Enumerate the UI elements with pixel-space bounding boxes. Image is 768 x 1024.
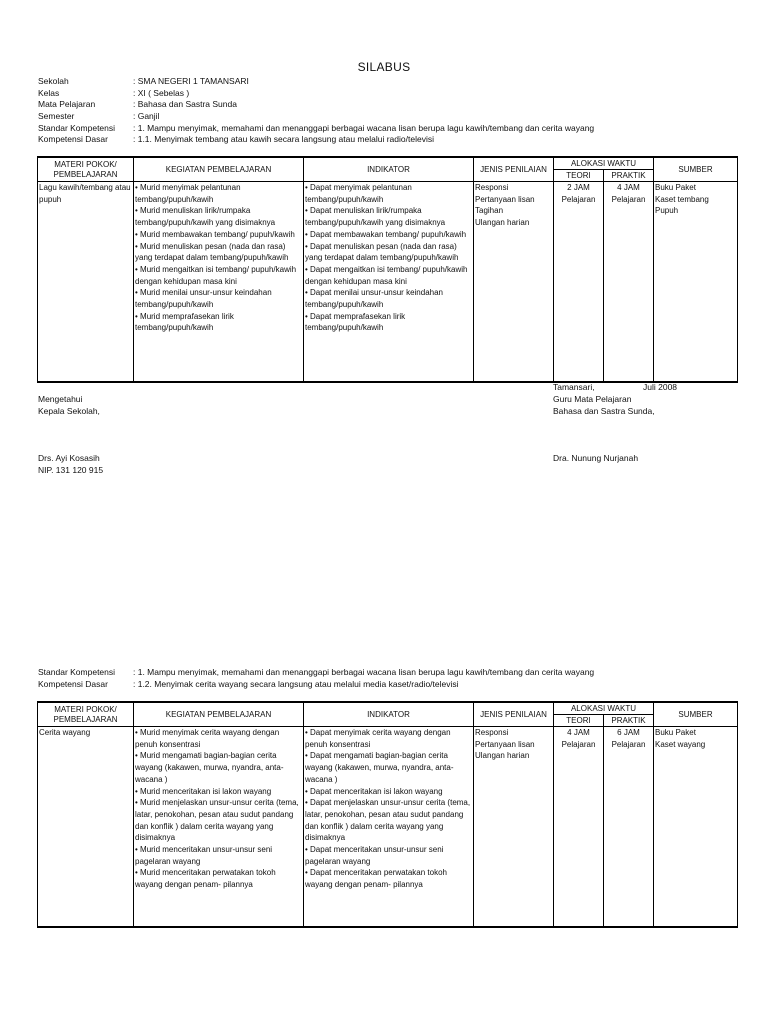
list-item: • Murid menceritakan perwatakan tokoh wayang dengan penam- pilannya bbox=[135, 868, 276, 890]
list-item: • Murid menuliskan pesan (nada dan rasa) yang terdapat dalam tembang/pupuh/kawih bbox=[135, 241, 289, 263]
list-item: • Murid mengaitkan isi tembang/ pupuh/kawih dengan kehidupan masa kini bbox=[135, 264, 297, 286]
header-praktik: PRAKTIK bbox=[604, 715, 654, 727]
list-item: • Murid menyimak cerita wayang dengan penuh konsentrasi bbox=[135, 728, 280, 749]
sig-right-place: Tamansari, bbox=[553, 382, 595, 392]
info-label: Sekolah bbox=[38, 76, 69, 86]
list-item: • Murid menyimak pelantunan tembang/pupuh/kawih bbox=[135, 183, 241, 204]
info-value: : 1.2. Menyimak cerita wayang secara langsung atau melalui media kaset/radio/televisi bbox=[133, 679, 459, 689]
header-praktik: PRAKTIK bbox=[604, 170, 654, 182]
header-jenis: JENIS PENILAIAN bbox=[474, 702, 554, 727]
info-label: Standar Kompetensi bbox=[38, 667, 116, 677]
list-item: • Dapat mengamati bagian-bagian cerita wayang (kakawen, murwa, nyandra, anta-wacana ) bbox=[305, 751, 454, 784]
info-label: Kompetensi Dasar bbox=[38, 134, 108, 144]
info-label: Standar Kompetensi bbox=[38, 123, 116, 133]
list-item: Kaset wayang bbox=[655, 739, 706, 749]
list-item: 4 JAM bbox=[617, 183, 640, 192]
list-item: • Dapat menuliskan lirik/rumpaka tembang/pupuh/kawih yang disimaknya bbox=[305, 206, 446, 228]
list-item: • Murid menuliskan lirik/rumpaka tembang/pupuh/kawih yang disimaknya bbox=[135, 206, 276, 228]
cell-indikator bbox=[304, 727, 474, 927]
info-value: : 1. Mampu menyimak, memahami dan menanggapi berbagai wacana lisan berupa lagu kawih/tembang dan cerita wayang bbox=[133, 123, 595, 133]
header-alokasi: ALOKASI WAKTU bbox=[554, 157, 654, 170]
list-item: Tagihan bbox=[475, 206, 504, 216]
list-item: • Dapat menceritakan isi lakon wayang bbox=[305, 786, 443, 796]
list-item: 2 JAM bbox=[567, 183, 590, 192]
list-item: • Murid memprafasekan lirik tembang/pupuh/kawih bbox=[135, 311, 234, 333]
cell-teori bbox=[554, 727, 604, 927]
info-value: : 1. Mampu menyimak, memahami dan menanggapi berbagai wacana lisan berupa lagu kawih/tembang dan cerita wayang bbox=[133, 667, 595, 677]
list-item: • Murid menjelaskan unsur-unsur cerita (tema, latar, penokohan, pesan atau sudut pandang dan konflik ) dalam cerita wayang yang disimaknya bbox=[135, 798, 299, 843]
sig-left-line2: Kepala Sekolah, bbox=[38, 406, 100, 416]
info-label: Kompetensi Dasar bbox=[38, 679, 108, 689]
list-item: Pelajaran bbox=[611, 194, 646, 204]
list-item: Pelajaran bbox=[561, 194, 596, 204]
list-item: • Dapat menceritakan unsur-unsur seni pagelaran wayang bbox=[305, 845, 444, 866]
list-item: • Dapat menceritakan perwatakan tokoh wayang dengan penam- pilannya bbox=[305, 868, 447, 890]
header-kegiatan: KEGIATAN PEMBELAJARAN bbox=[134, 157, 304, 182]
info-value: : XI ( Sebelas ) bbox=[133, 88, 190, 98]
header-indikator: INDIKATOR bbox=[304, 702, 474, 727]
list-item: Pertanyaan lisan bbox=[475, 739, 535, 749]
cell-kegiatan bbox=[134, 182, 304, 382]
list-item: • Murid menceritakan isi lakon wayang bbox=[135, 786, 272, 796]
header-materi: MATERI POKOK/ PEMBELAJARAN bbox=[38, 157, 134, 182]
syllabus-table-1 bbox=[37, 156, 738, 383]
info-label: Semester bbox=[38, 111, 75, 121]
list-item: Responsi bbox=[475, 183, 509, 192]
list-item: Buku Paket bbox=[655, 728, 696, 737]
header-sumber: SUMBER bbox=[654, 157, 738, 182]
info-label: Kelas bbox=[38, 88, 60, 98]
cell-sumber bbox=[654, 182, 738, 382]
sig-right-name: Dra. Nunung Nurjanah bbox=[553, 453, 639, 463]
cell-teori bbox=[554, 182, 604, 382]
list-item: Ulangan harian bbox=[475, 218, 530, 228]
cell-materi: Cerita wayang bbox=[38, 727, 134, 927]
list-item: • Murid membawakan tembang/ pupuh/kawih bbox=[135, 229, 295, 239]
list-item: 6 JAM bbox=[617, 728, 640, 737]
list-item: Pelajaran bbox=[561, 739, 596, 749]
list-item: Pupuh bbox=[655, 206, 679, 216]
list-item: • Dapat menuliskan pesan (nada dan rasa) yang terdapat dalam tembang/pupuh/kawih bbox=[305, 241, 459, 263]
info-label: Mata Pelajaran bbox=[38, 99, 96, 109]
list-item: • Dapat menjelaskan unsur-unsur cerita (tema, latar, penokohan, pesan atau sudut pandang dan konflik ) dalam cerita wayang yang disimaknya bbox=[305, 798, 471, 843]
list-item: • Dapat mengaitkan isi tembang/ pupuh/kawih dengan kehidupan masa kini bbox=[305, 264, 468, 286]
info-value: : Bahasa dan Sastra Sunda bbox=[133, 99, 237, 109]
cell-jenis bbox=[474, 182, 554, 382]
list-item: • Dapat menilai unsur-unsur keindahan tembang/pupuh/kawih bbox=[305, 288, 443, 310]
sig-right-line2: Guru Mata Pelajaran bbox=[553, 394, 632, 404]
header-sumber: SUMBER bbox=[654, 702, 738, 727]
list-item: Ulangan harian bbox=[475, 751, 530, 761]
cell-sumber bbox=[654, 727, 738, 927]
cell-indikator bbox=[304, 182, 474, 382]
header-alokasi: ALOKASI WAKTU bbox=[554, 702, 654, 715]
cell-jenis bbox=[474, 727, 554, 927]
list-item: • Dapat menyimak pelantunan tembang/pupuh/kawih bbox=[305, 183, 412, 204]
info-value: : SMA NEGERI 1 TAMANSARI bbox=[133, 76, 249, 86]
header-teori: TEORI bbox=[554, 170, 604, 182]
list-item: Responsi bbox=[475, 728, 509, 737]
sig-left-name: Drs. Ayi Kosasih bbox=[38, 453, 100, 463]
list-item: Pelajaran bbox=[611, 739, 646, 749]
list-item: 4 JAM bbox=[567, 728, 590, 737]
sig-right-date: Juli 2008 bbox=[643, 382, 678, 392]
list-item: • Dapat membawakan tembang/ pupuh/kawih bbox=[305, 229, 467, 239]
cell-materi: Lagu kawih/tembang atau pupuh bbox=[38, 182, 134, 382]
cell-praktik bbox=[604, 182, 654, 382]
header-teori: TEORI bbox=[554, 715, 604, 727]
list-item: • Dapat menyimak cerita wayang dengan penuh konsentrasi bbox=[305, 728, 451, 749]
list-item: Kaset tembang bbox=[655, 194, 709, 204]
header-jenis: JENIS PENILAIAN bbox=[474, 157, 554, 182]
list-item: • Murid menceritakan unsur-unsur seni pagelaran wayang bbox=[135, 845, 273, 866]
list-item: • Dapat memprafasekan lirik tembang/pupuh/kawih bbox=[305, 311, 406, 333]
page-title: SILABUS bbox=[357, 60, 411, 74]
list-item: • Murid menilai unsur-unsur keindahan tembang/pupuh/kawih bbox=[135, 288, 272, 310]
header-indikator: INDIKATOR bbox=[304, 157, 474, 182]
cell-kegiatan bbox=[134, 727, 304, 927]
cell-praktik bbox=[604, 727, 654, 927]
info-value: : Ganjil bbox=[133, 111, 160, 121]
list-item: Buku Paket bbox=[655, 183, 696, 192]
header-materi: MATERI POKOK/ PEMBELAJARAN bbox=[38, 702, 134, 727]
sig-left-line1: Mengetahui bbox=[38, 394, 83, 404]
syllabus-table-2 bbox=[37, 701, 738, 928]
list-item: Pertanyaan lisan bbox=[475, 194, 535, 204]
list-item: • Murid mengamati bagian-bagian cerita wayang (kakawen, murwa, nyandra, anta-wacana ) bbox=[135, 751, 284, 784]
sig-left-nip: NIP. 131 120 915 bbox=[38, 465, 104, 475]
sig-right-line3: Bahasa dan Sastra Sunda, bbox=[553, 406, 655, 416]
info-value: : 1.1. Menyimak tembang atau kawih secara langsung atau melalui radio/televisi bbox=[133, 134, 434, 144]
header-kegiatan: KEGIATAN PEMBELAJARAN bbox=[134, 702, 304, 727]
